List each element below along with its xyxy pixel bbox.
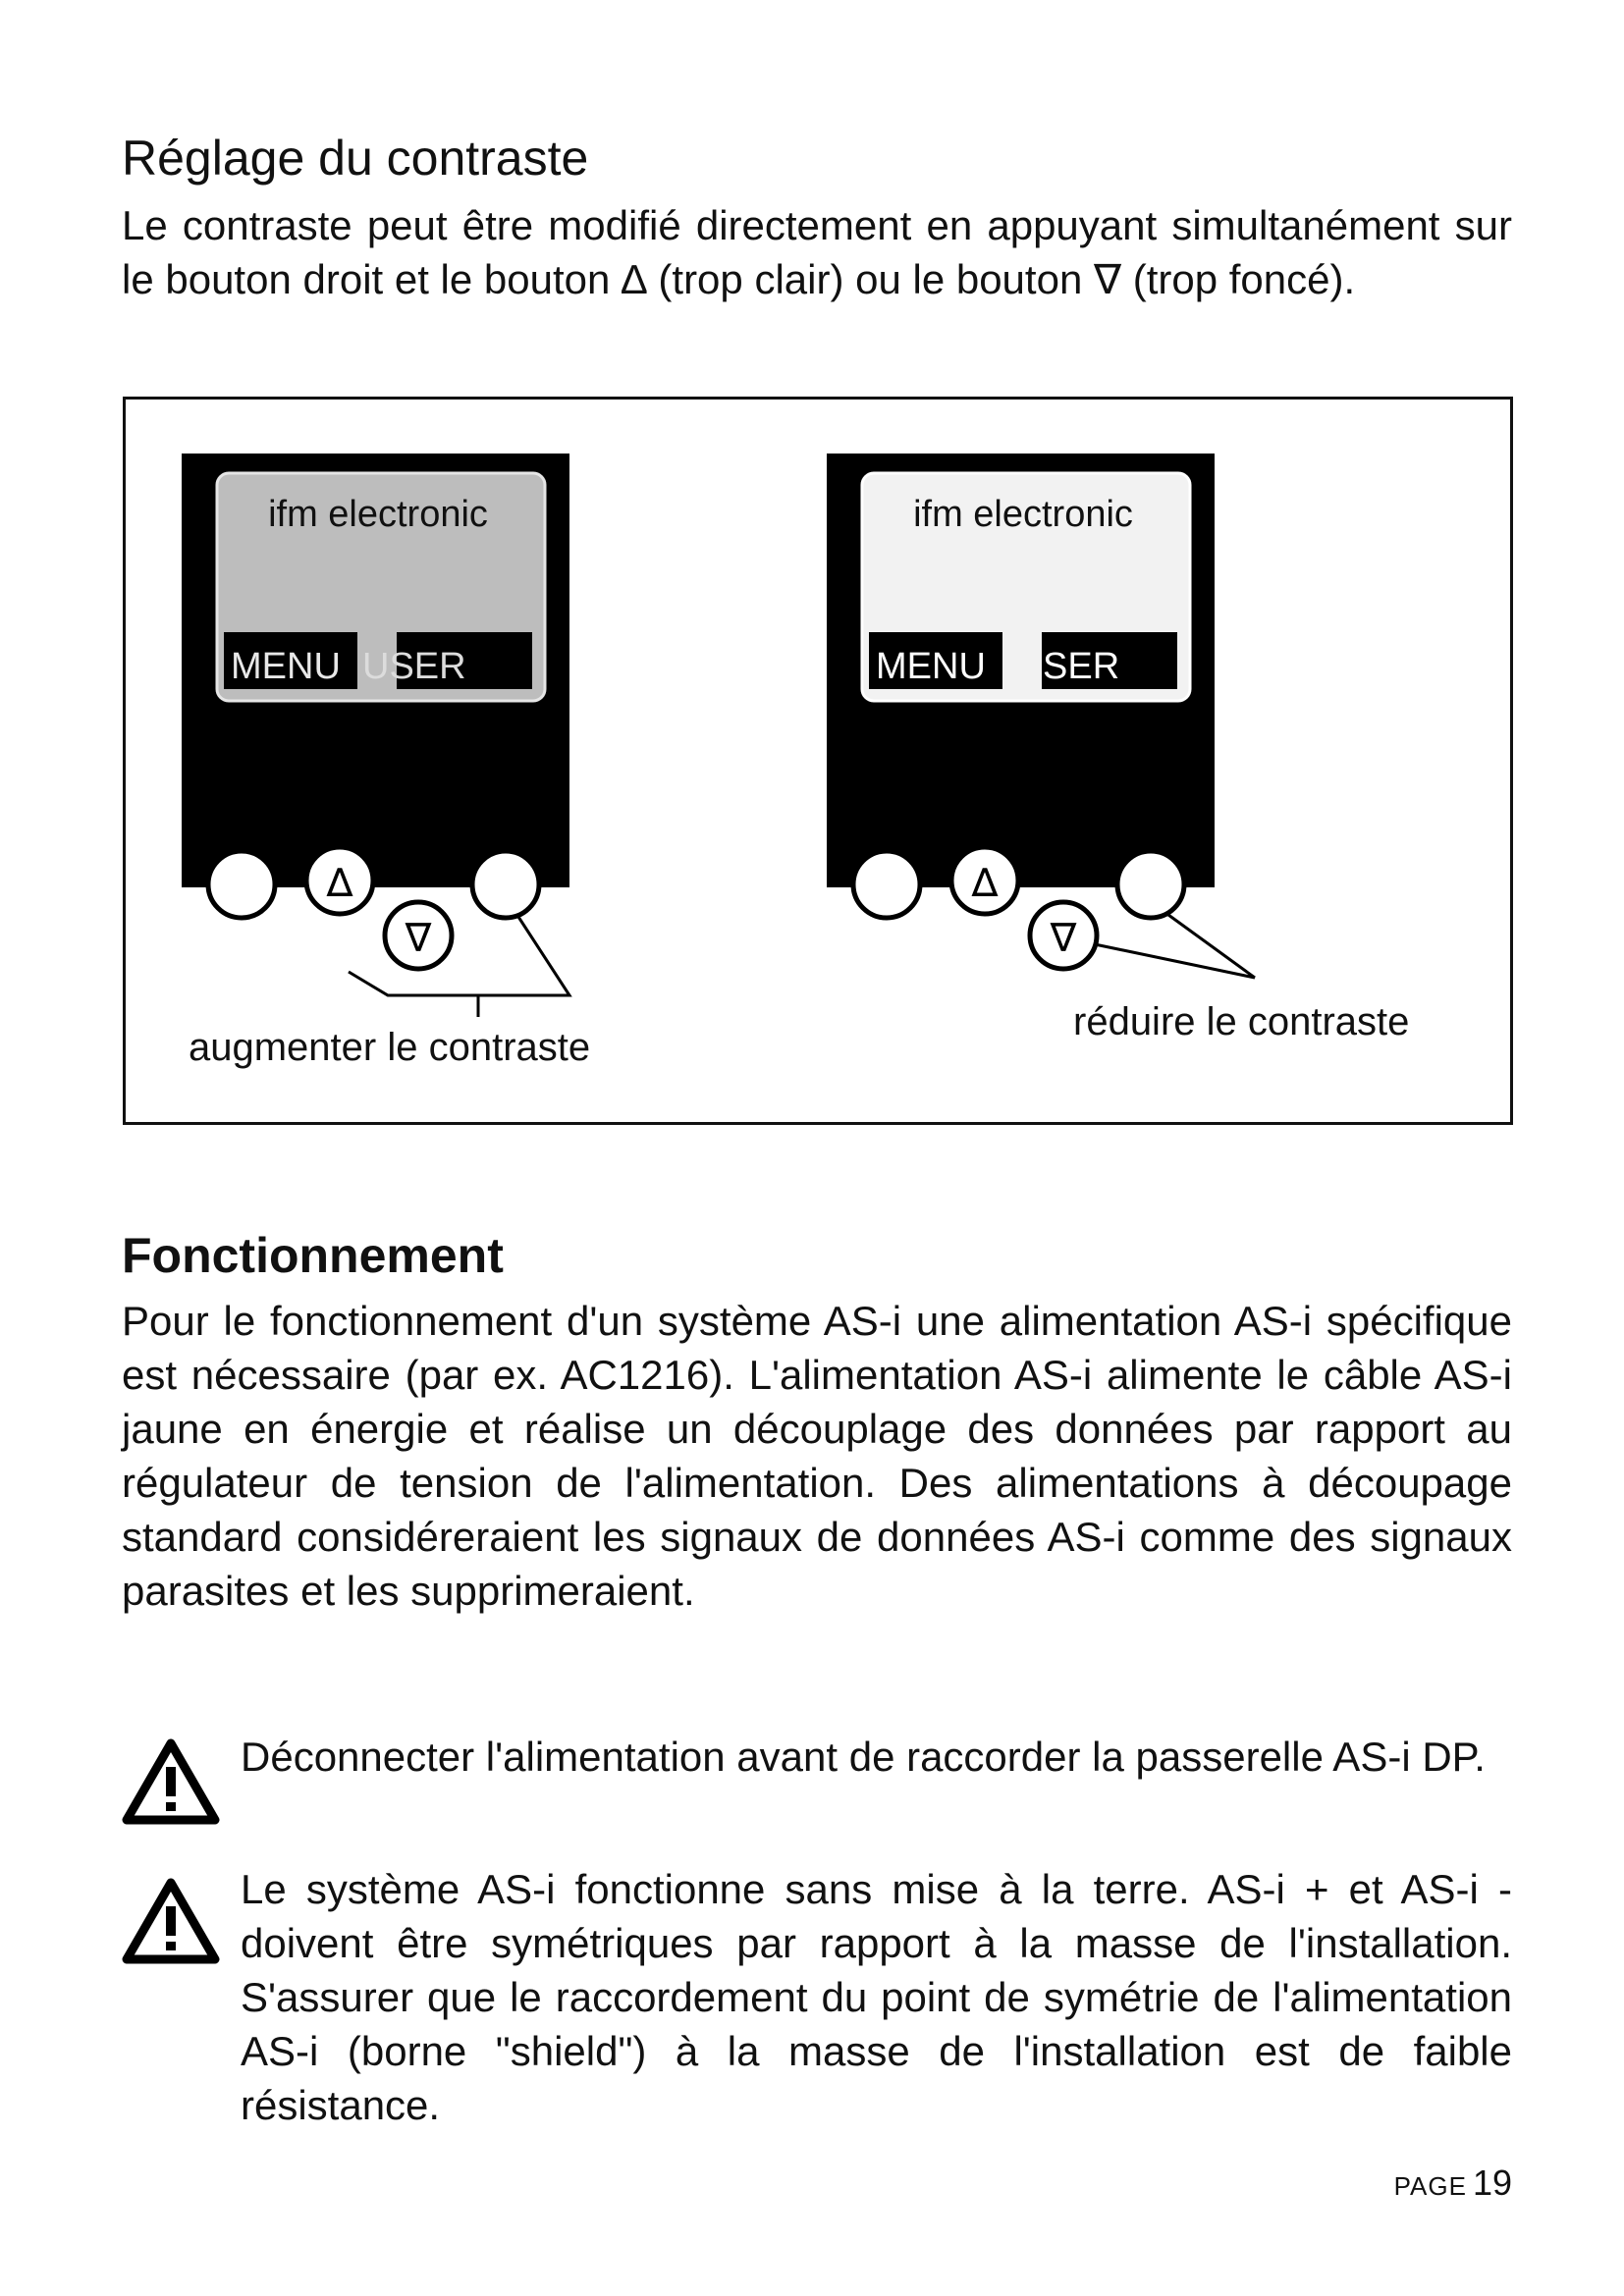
right-up-symbol: ∆ <box>971 861 999 906</box>
warning-text-disconnect: Déconnecter l'alimentation avant de raccorder la passerelle AS-i DP. <box>241 1734 1486 1780</box>
page-label: PAGE <box>1393 2171 1467 2201</box>
section-title-contrast: Réglage du contraste <box>122 131 589 186</box>
left-up-symbol: ∆ <box>326 861 353 906</box>
left-device-brand: ifm electronic <box>268 494 488 535</box>
left-menu-label: MENU <box>231 646 341 687</box>
operation-paragraph: Pour le fonctionnement d'un système AS-i une alimentation AS-i spécifique est nécessaire (par ex. AC1216). L'alimentation AS-i alimente le câble AS-i jaune en énergie et réalise un découplage des données par rapport au régulateur de tension de l'alimentation. Des alimentations à découpage standard considéreraient les signaux de données AS-i comme des signaux parasites et les supprimeraient. <box>122 1298 1512 1614</box>
left-down-symbol: ∇ <box>405 916 432 961</box>
warning-text-grounding: Le système AS-i fonctionne sans mise à la terre. AS-i + et AS-i - doivent être symétriques par rapport à la masse de l'installation. S'assurer que le raccordement du point de symétrie de l'alimentation AS-i (borne "shield") à la masse de l'installation est de faible résistance. <box>241 1866 1512 2128</box>
contrast-figure <box>123 397 1513 1125</box>
right-button-left <box>853 851 920 918</box>
right-caption: réduire le contraste <box>1073 1000 1410 1043</box>
contrast-paragraph: Le contraste peut être modifié directement en appuyant simultanément sur le bouton droit et le bouton ∆ (trop clair) ou le bouton ∇ (trop foncé). <box>122 202 1512 302</box>
right-menu-label: MENU <box>876 646 986 687</box>
section-title-operation: Fonctionnement <box>122 1228 504 1283</box>
left-button-left <box>208 851 275 918</box>
page-number <box>1394 2163 1512 2204</box>
right-user-label: SER <box>1043 646 1120 687</box>
right-down-symbol: ∇ <box>1050 916 1077 961</box>
left-caption: augmenter le contraste <box>189 1026 591 1069</box>
warning-triangle-icon <box>122 1877 220 1965</box>
page-number-value: 19 <box>1472 2163 1512 2203</box>
warning-triangle-icon <box>122 1737 220 1826</box>
right-device-brand: ifm electronic <box>913 494 1133 535</box>
left-user-label: USER <box>362 646 466 687</box>
left-button-right <box>472 851 539 918</box>
right-button-right <box>1117 851 1184 918</box>
